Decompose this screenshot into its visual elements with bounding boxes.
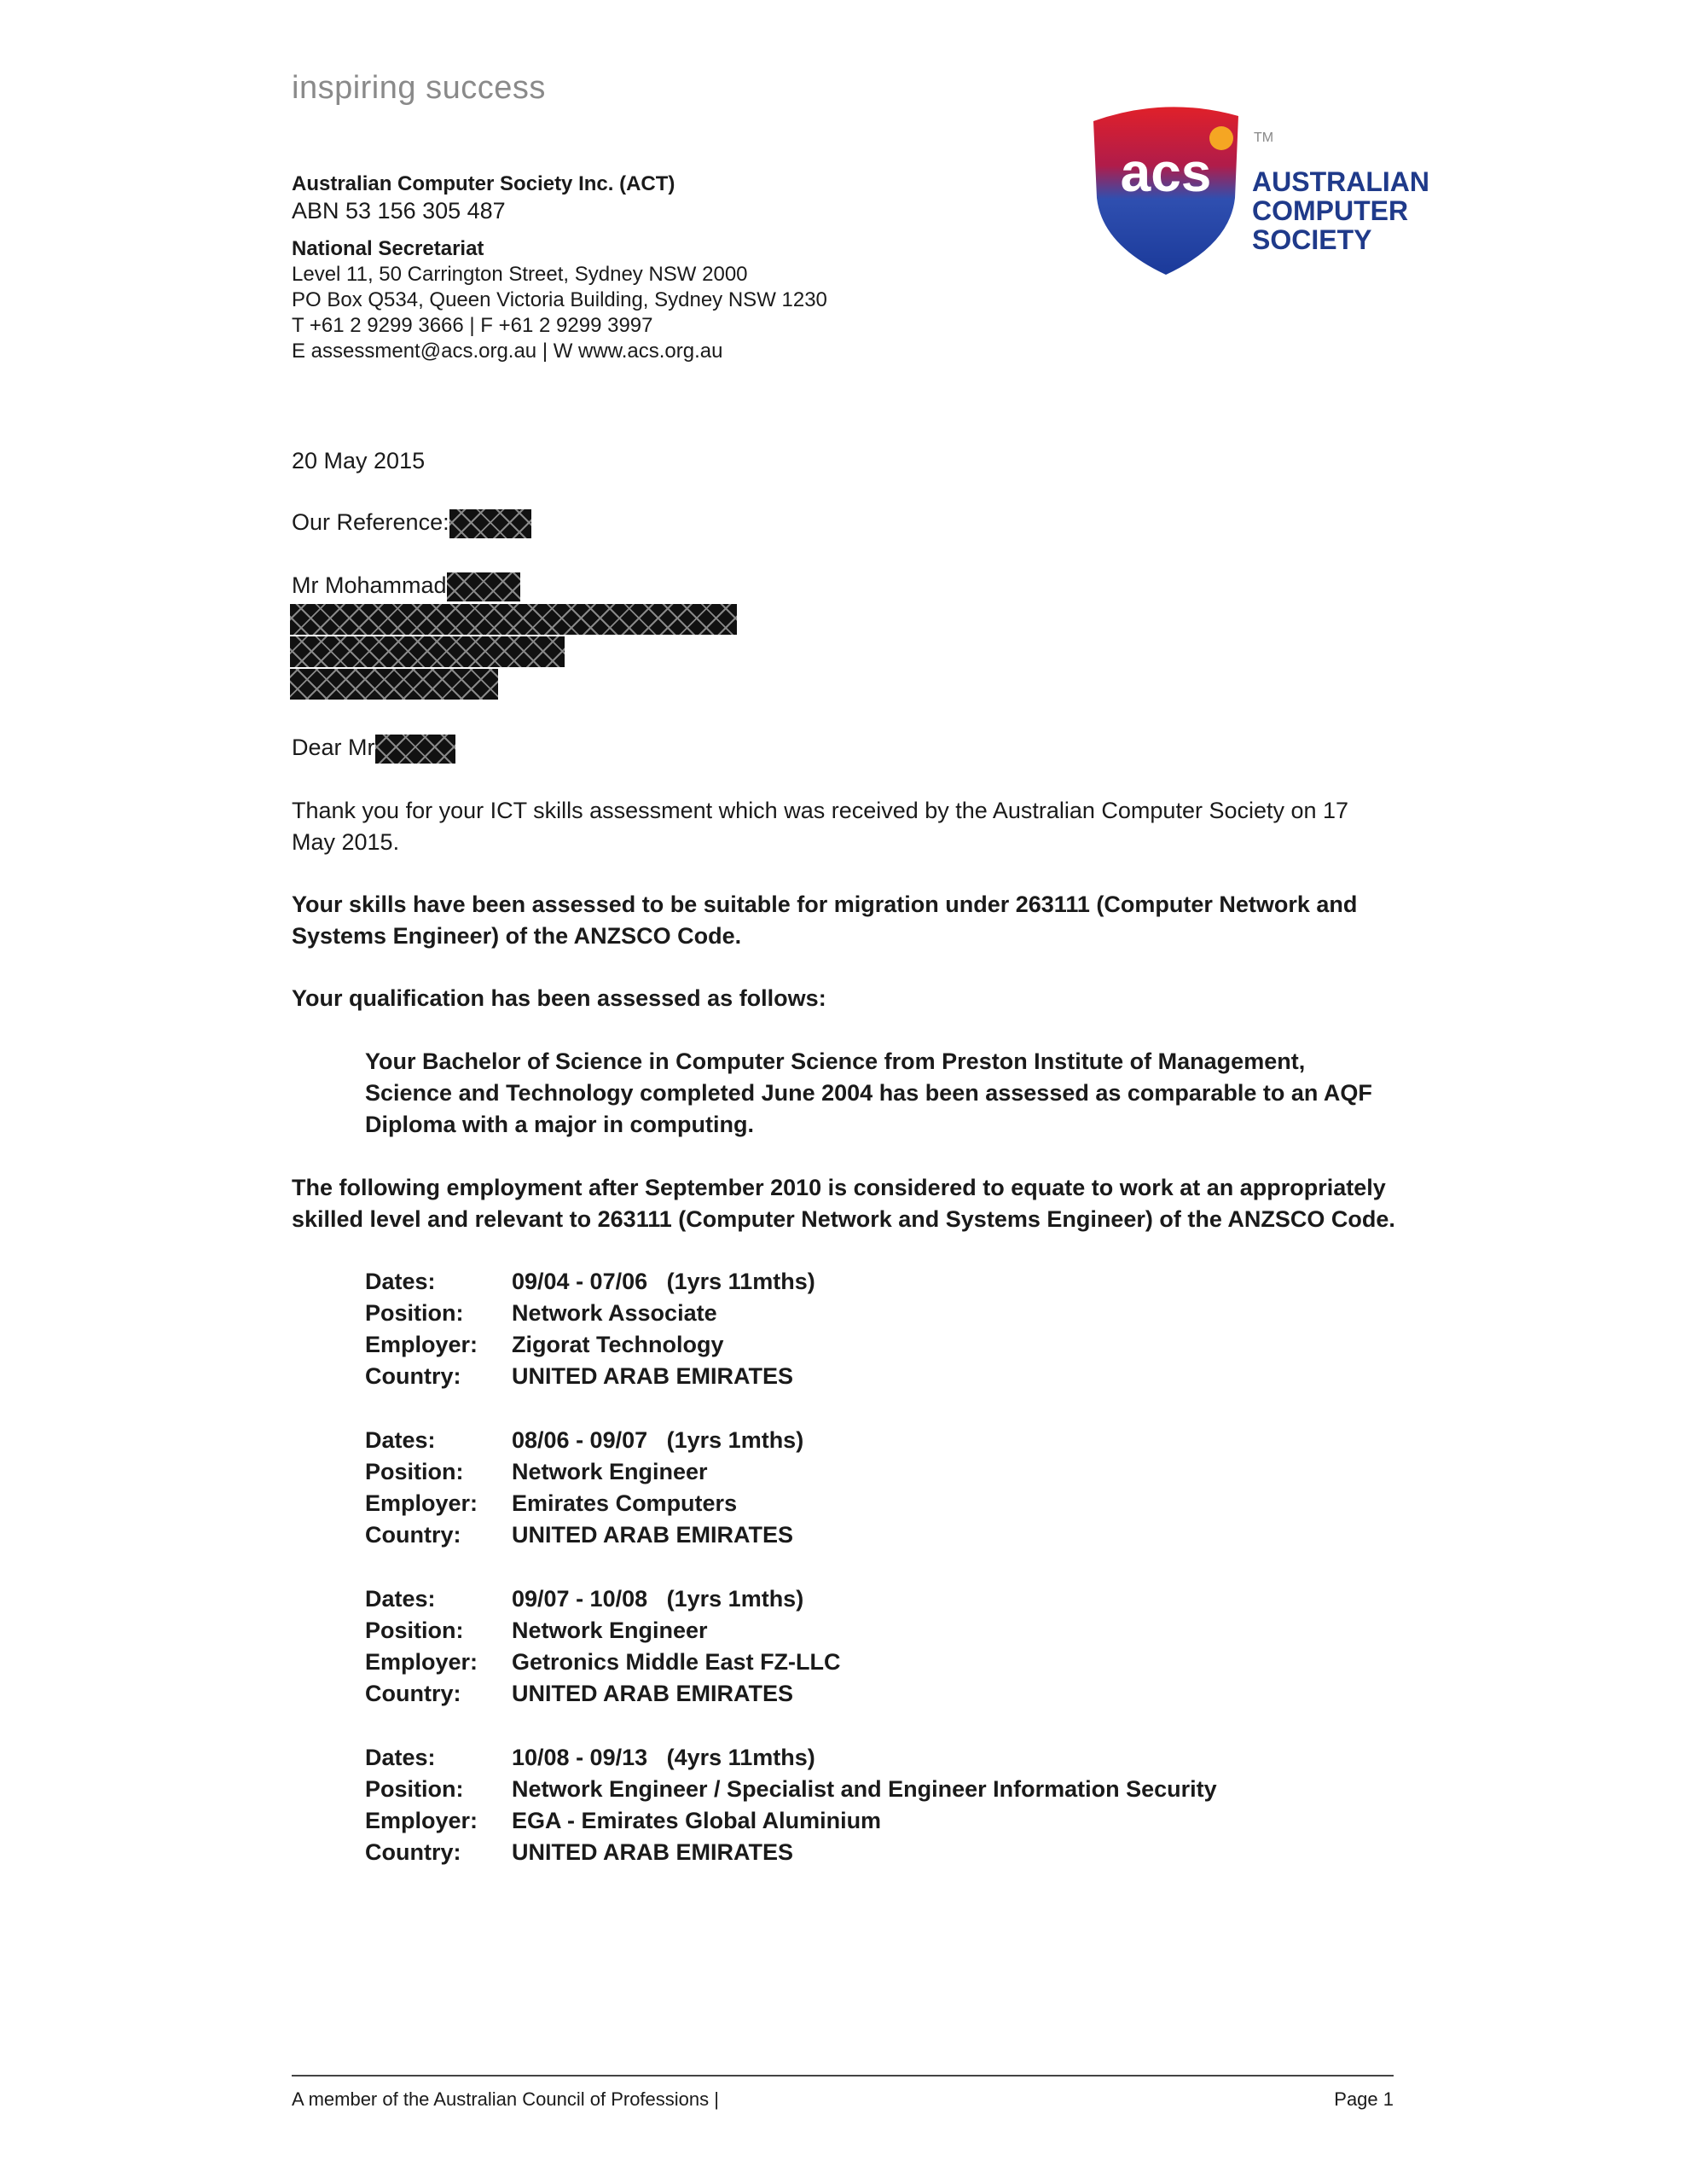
abn: ABN 53 156 305 487	[292, 198, 506, 224]
acs-shield-icon	[1085, 104, 1429, 283]
employment-entry	[365, 1742, 1217, 1868]
letter-date: 20 May 2015	[292, 448, 426, 473]
recipient-name: Mr Mohammad	[292, 572, 447, 598]
country-label: Country:	[365, 1681, 461, 1706]
employment-dates: 10/08 - 09/13 (4yrs 11mths)	[512, 1745, 815, 1770]
office-name: National Secretariat	[292, 237, 484, 260]
employer-label: Employer:	[365, 1808, 478, 1833]
page-number: Page 1	[1334, 2088, 1394, 2110]
address-line-1: Level 11, 50 Carrington Street, Sydney NSW 2000	[292, 263, 748, 286]
employment-country: UNITED ARAB EMIRATES	[512, 1839, 793, 1865]
footer-divider	[292, 2075, 1394, 2077]
employment-employer: EGA - Emirates Global Aluminium	[512, 1808, 882, 1833]
salutation-line	[292, 732, 1392, 764]
employment-entry	[365, 1583, 1217, 1710]
redaction-reference	[449, 509, 531, 538]
employment-employer: Zigorat Technology	[512, 1332, 724, 1357]
logo-tm: TM	[1254, 131, 1274, 145]
acs-logo	[1085, 104, 1429, 283]
logo-line1: AUSTRALIAN	[1252, 166, 1429, 197]
redaction-address-2	[290, 636, 565, 667]
employer-label: Employer:	[365, 1490, 478, 1516]
employment-position: Network Engineer / Specialist and Engineer Information Security	[512, 1776, 1217, 1802]
employment-employer: Getronics Middle East FZ-LLC	[512, 1649, 841, 1675]
org-name: Australian Computer Society Inc. (ACT)	[292, 172, 675, 195]
position-label: Position:	[365, 1618, 464, 1643]
country-label: Country:	[365, 1522, 461, 1548]
redaction-address-3	[290, 669, 498, 700]
employment-dates: 08/06 - 09/07 (1yrs 1mths)	[512, 1427, 804, 1453]
employment-country: UNITED ARAB EMIRATES	[512, 1522, 793, 1548]
qualification-paragraph: Your Bachelor of Science in Computer Science from Preston Institute of Management, Science and Technology completed June 2004 has been assessed as comparable to an AQF Diploma with a major in computing.	[365, 1048, 1372, 1137]
employment-position: Network Engineer	[512, 1459, 708, 1484]
employer-label: Employer:	[365, 1332, 478, 1357]
position-label: Position:	[365, 1776, 464, 1802]
dates-label: Dates:	[365, 1745, 436, 1770]
salutation: Dear Mr	[292, 735, 375, 760]
assessment-paragraph: Your skills have been assessed to be suitable for migration under 263111 (Computer Network and Systems Engineer) of the ANZSCO Code.	[292, 892, 1358, 949]
employment-dates: 09/04 - 07/06 (1yrs 11mths)	[512, 1269, 815, 1294]
position-label: Position:	[365, 1300, 464, 1326]
footer-member: A member of the Australian Council of Professions |	[292, 2088, 719, 2110]
qualification-heading: Your qualification has been assessed as follows:	[292, 985, 826, 1011]
intro-paragraph: Thank you for your ICT skills assessment which was received by the Australian Computer Society on 17 May 2015.	[292, 798, 1349, 855]
employment-entry	[365, 1425, 1217, 1551]
country-label: Country:	[365, 1839, 461, 1865]
contact-line: E assessment@acs.org.au | W www.acs.org.au	[292, 340, 723, 363]
employment-employer: Emirates Computers	[512, 1490, 738, 1516]
employer-label: Employer:	[365, 1649, 478, 1675]
reference-label: Our Reference:	[292, 509, 449, 535]
employment-position: Network Associate	[512, 1300, 717, 1326]
tagline: inspiring success	[292, 70, 546, 106]
employment-country: UNITED ARAB EMIRATES	[512, 1363, 793, 1389]
redaction-salutation	[375, 735, 455, 764]
recipient-line	[292, 570, 1392, 601]
employment-list	[365, 1266, 1217, 1868]
employment-entry	[365, 1266, 1217, 1392]
employment-intro: The following employment after September 2010 is considered to equate to work at an appropriately skilled level and relevant to 263111 (Computer Network and Systems Engineer) of the ANZSCO Code.	[292, 1175, 1395, 1232]
position-label: Position:	[365, 1459, 464, 1484]
employment-country: UNITED ARAB EMIRATES	[512, 1681, 793, 1706]
redaction-address-1	[290, 604, 737, 635]
dates-label: Dates:	[365, 1586, 436, 1612]
dates-label: Dates:	[365, 1269, 436, 1294]
employment-dates: 09/07 - 10/08 (1yrs 1mths)	[512, 1586, 804, 1612]
logo-line2: COMPUTER	[1252, 195, 1409, 226]
address-line-2: PO Box Q534, Queen Victoria Building, Sydney NSW 1230	[292, 288, 827, 311]
redaction-surname	[447, 572, 520, 601]
logo-mark: acs	[1120, 142, 1212, 203]
logo-line3: SOCIETY	[1252, 224, 1372, 255]
reference-line	[292, 507, 1392, 538]
country-label: Country:	[365, 1363, 461, 1389]
dates-label: Dates:	[365, 1427, 436, 1453]
employment-position: Network Engineer	[512, 1618, 708, 1643]
phone-line: T +61 2 9299 3666 | F +61 2 9299 3997	[292, 314, 653, 337]
